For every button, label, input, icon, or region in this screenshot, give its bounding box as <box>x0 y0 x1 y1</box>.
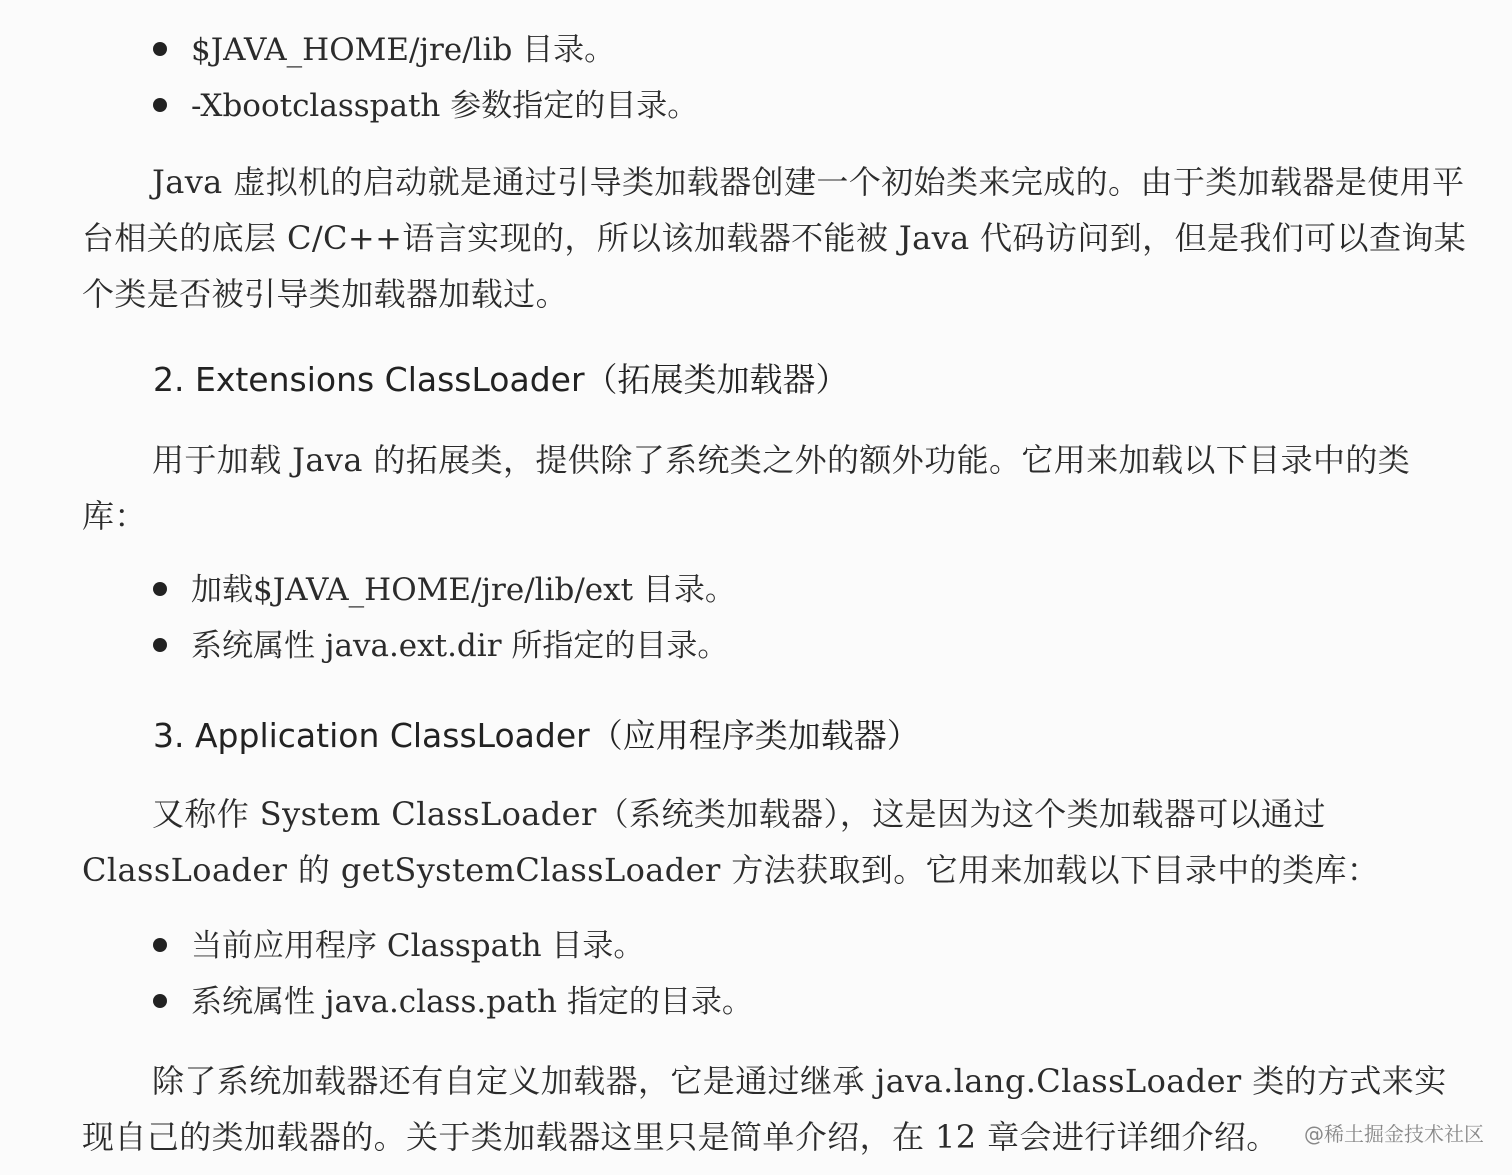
bullet-item <box>153 86 698 126</box>
bullet-icon <box>153 938 167 952</box>
bullet-text: $JAVA_HOME/jre/lib 目录。 <box>191 32 616 68</box>
paragraph-text: Java 虚拟机的启动就是通过引导类加载器创建一个初始类来完成的。由于类加载器是使用平台相关的底层 C/C++语言实现的，所以该加载器不能被 Java 代码访问到，但是我们可以查询某个类是否被引导类加载器加载过。 <box>82 163 1467 313</box>
bullet-text: 加载$JAVA_HOME/jre/lib/ext 目录。 <box>191 572 736 608</box>
bullet-text: -Xbootclasspath 参数指定的目录。 <box>191 88 699 124</box>
bullet-item <box>153 982 753 1022</box>
bullet-icon <box>153 98 167 112</box>
section-heading: 3. Application ClassLoader（应用程序类加载器） <box>153 716 920 755</box>
bullet-item <box>153 926 644 966</box>
bullet-text: 系统属性 java.class.path 指定的目录。 <box>191 984 753 1020</box>
paragraph <box>82 154 1470 322</box>
paragraph <box>82 432 1470 544</box>
bullet-item <box>153 626 728 666</box>
bullet-text: 当前应用程序 Classpath 目录。 <box>191 928 645 964</box>
bullet-item <box>153 30 615 70</box>
bullet-text: 系统属性 java.ext.dir 所指定的目录。 <box>191 628 729 664</box>
paragraph-text: 除了系统加载器还有自定义加载器，它是通过继承 java.lang.ClassLoader 类的方式来实现自己的类加载器的。关于类加载器这里只是简单介绍，在 12 章会进行详细介绍。 <box>82 1062 1447 1156</box>
paragraph-text: 又称作 System ClassLoader（系统类加载器），这是因为这个类加载器可以通过 ClassLoader 的 getSystemClassLoader 方法获取到。它用来加载以下目录中的类库： <box>82 795 1380 889</box>
bullet-icon <box>153 42 167 56</box>
bullet-icon <box>153 582 167 596</box>
paragraph-text: 用于加载 Java 的拓展类，提供除了系统类之外的额外功能。它用来加载以下目录中的类库： <box>82 441 1411 535</box>
bullet-icon <box>153 994 167 1008</box>
bullet-item <box>153 570 736 610</box>
section-heading: 2. Extensions ClassLoader（拓展类加载器） <box>153 360 849 399</box>
bullet-icon <box>153 638 167 652</box>
paragraph <box>82 786 1470 898</box>
paragraph <box>82 1053 1470 1165</box>
watermark: @稀土掘金技术社区 <box>1304 1122 1484 1146</box>
